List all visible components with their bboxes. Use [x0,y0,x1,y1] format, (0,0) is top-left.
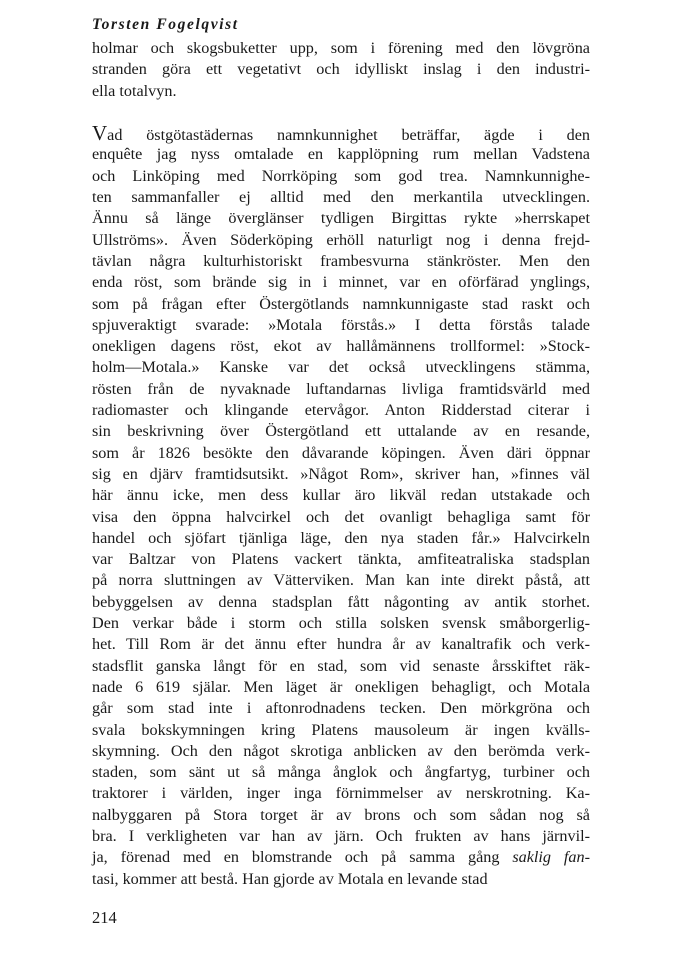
text-line: och Linköping med Norrköping som god trea. Namnkunnighe- [92,166,590,185]
text-line: het. Till Rom är det ännu efter hundra år av kanaltrafik och verk- [92,635,590,654]
body-text [92,38,590,890]
text-line: holmar och skogsbuketter upp, som i förening med den lövgröna [92,39,590,57]
text-line [92,847,590,868]
text-line: tävlan några kulturhistoriskt frambesvurna stänkröster. Men den [92,251,590,270]
text-line: ten sammanfaller ej alltid med den merkantila utvecklingen. [92,188,590,207]
text-line: traktorer i världen, inger inga förnimmelser av nerskrotning. Ka- [92,784,590,803]
text-line: tasi, kommer att bestå. Han gjorde av Motala en levande stad [92,869,488,888]
text-line: stadsflit ganska långt för en stad, som vid senaste årsskiftet räk- [92,656,590,675]
text-line: skymning. Och den något skrotiga anblicken av den berömda verk- [92,741,590,760]
paragraph-gap [92,102,590,123]
text-line: sin beskrivning över Östergötland ett uttalande av en resande, [92,422,590,441]
text-line: holm—Motala.» Kanske var det också utvecklingens stämma, [92,358,590,377]
italic-text: saklig fan- [512,848,590,867]
text-line: svala bokskymningen kring Platens mausoleum är ingen kvälls- [92,720,590,739]
paragraph [92,38,590,102]
text-line: som på frågan efter Östergötlands namnkunnigaste stad raskt och [92,294,590,313]
text-line: sig en djärv framtidsutsikt. »Något Rom», skriver han, »finnes väl [92,464,590,483]
text-line: nade 6 619 själar. Men läget är onekligen behagligt, och Motala [92,677,590,696]
text-line: Ännu så länge överglänser tydligen Birgittas rykte »herrskapet [92,209,590,228]
text-line: stranden göra ett vegetativt och idylliskt inslag i den industri- [92,60,590,79]
text-line: spjuveraktigt svarade: »Motala förstås.» I detta förstås talade [92,315,590,334]
text-line: på norra sluttningen av Vätterviken. Man kan inte direkt påstå, att [92,571,590,590]
text-line: staden, som sänt ut så många ånglok och ångfartyg, turbiner och [92,763,590,782]
text-line: handel och sjöfart tjänliga läge, den nya staden får.» Halvcirkeln [92,528,590,547]
text-line: bebyggelsen av denna stadsplan fått någonting av antik storhet. [92,592,590,611]
text-line: bra. I verkligheten var han av järn. Och frukten av hans järnvil- [92,826,590,845]
text-line: Den verkar både i storm och stilla solsken svensk småborgerlig- [92,614,590,633]
text-line: radiomaster och klingande etervågor. Anton Ridderstad citerar i [92,401,590,420]
text-line: går som stad inte i aftonrodnadens tecken. Den mörkgröna och [92,699,590,718]
text-line: onekligen dagens röst, ekot av hallåmännens trollformel: »Stock- [92,337,590,356]
text-line: som år 1826 besökte den dåvarande köpingen. Även däri öppnar [92,443,590,462]
text-line: nalbyggaren på Stora torget är av brons och som sådan nog så [92,805,590,824]
text-segment: ja, förenad med en blomstrande och på samma gång [92,848,513,867]
text-line: här ännu icke, men dess kullar äro likväl redan utstakade och [92,486,590,505]
text-line: enda röst, som brände sig in i minnet, var en oförfärad ynglings, [92,273,590,292]
initial-letter: V [92,121,108,146]
text-line: ella totalvyn. [92,81,177,100]
text-line: Vad östgötastädernas namnkunnighet beträffar, ägde i den [92,121,590,146]
text-line: rösten från de nyvaknade luftandarnas livliga framtidsvärld med [92,379,590,398]
text-line: Ullströms». Även Söderköping erhöll naturligt nog i denna frejd- [92,230,590,249]
paragraph [92,123,590,890]
text-line: var Baltzar von Platens vackert tänkta, amfiteatraliska stadsplan [92,550,590,569]
text-line: visa den öppna halvcirkel och det ovanligt behagliga samt för [92,507,590,526]
page-number: 214 [92,908,117,927]
text-line: enquête jag nyss omtalade en kapplöpning rum mellan Vadstena [92,145,590,164]
running-header: Torsten Fogelqvist [92,16,239,33]
